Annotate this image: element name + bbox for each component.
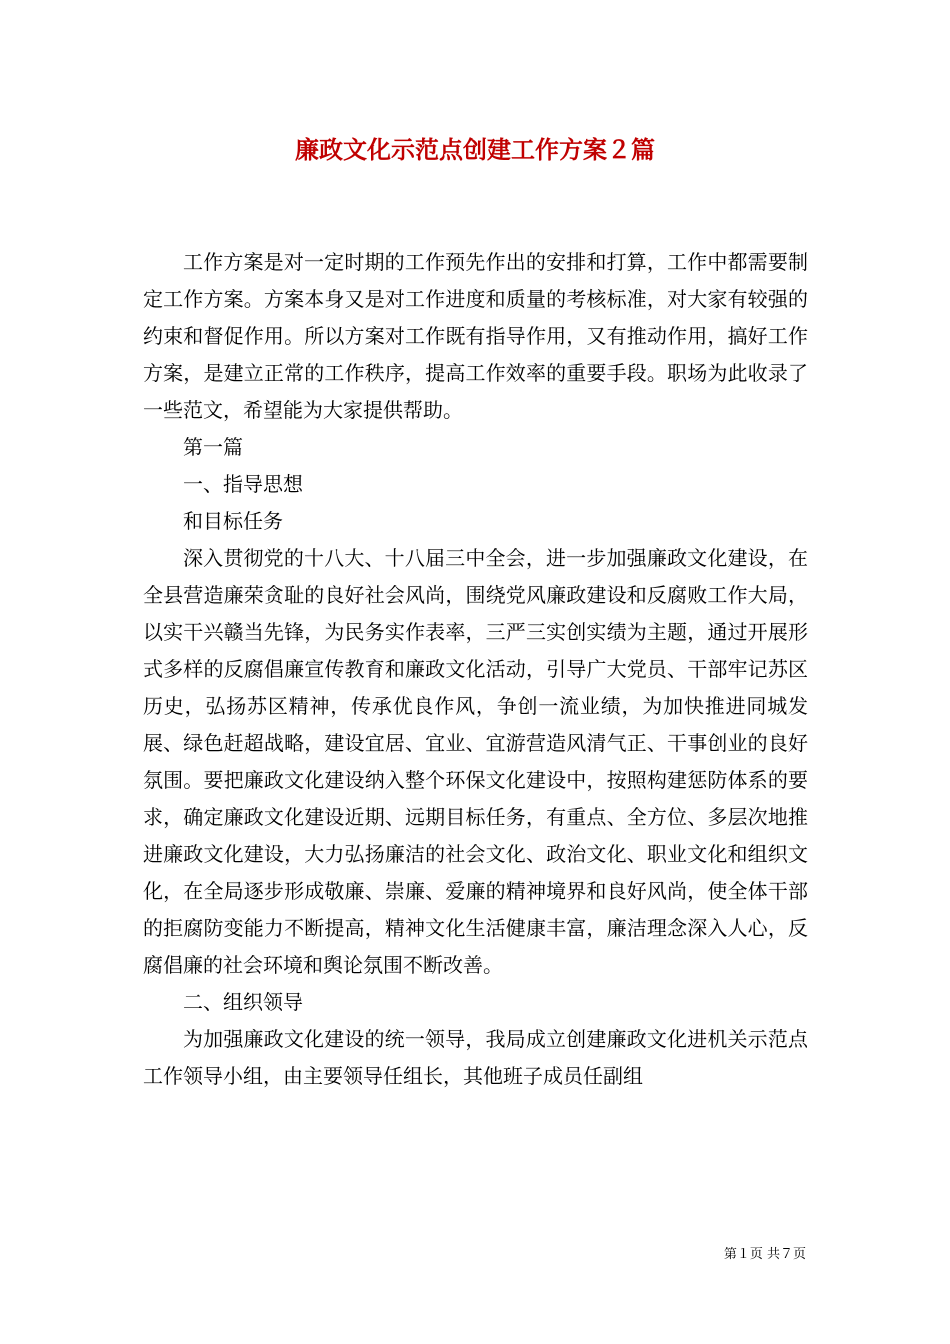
section-heading-goals: 和目标任务: [183, 509, 283, 533]
paragraph-intro: 工作方案是对一定时期的工作预先作出的安排和打算，工作中都需要制定工作方案。方案本身又是对工作进度和质量的考核标准，对大家有较强的约束和督促作用。所以方案对工作既有指导作用，又有推动作用，搞好工作方案，是建立正常的工作秩序，提高工作效率的重要手段。职场为此收录了一些范文，希望能为大家提供帮助。: [143, 250, 808, 422]
paragraph-guiding-ideology: 深入贯彻党的十八大、十八届三中全会，进一步加强廉政文化建设，在全县营造廉荣贪耻的良好社会风尚，围绕党风廉政建设和反腐败工作大局，以实干兴赣当先锋，为民务实作表率，三严三实创实绩为主题，通过开展形式多样的反腐倡廉宣传教育和廉政文化活动，引导广大党员、干部牢记苏区历史，弘扬苏区精神，传承优良作风，争创一流业绩，为加快推进同城发展、绿色赶超战略，建设宜居、宜业、宜游营造风清气正、干事创业的良好氛围。要把廉政文化建设纳入整个环保文化建设中，按照构建惩防体系的要求，确定廉政文化建设近期、远期目标任务，有重点、全方位、多层次地推进廉政文化建设，大力弘扬廉洁的社会文化、政治文化、职业文化和组织文化，在全局逐步形成敬廉、崇廉、爱廉的精神境界和良好风尚，使全体干部的拒腐防变能力不断提高，精神文化生活健康丰富，廉洁理念深入人心，反腐倡廉的社会环境和舆论氛围不断改善。: [143, 546, 808, 977]
page-number-footer: 第１页 共７页: [723, 1247, 806, 1262]
section-heading-organization: 二、组织领导: [183, 990, 303, 1014]
document-title: 廉政文化示范点创建工作方案２篇: [295, 135, 655, 164]
document-body: [143, 244, 808, 1095]
section-heading-guiding-ideology: 一、指导思想: [183, 472, 303, 496]
paragraph-organization: 为加强廉政文化建设的统一领导，我局成立创建廉政文化进机关示范点工作领导小组，由主要领导任组长，其他班子成员任副组: [143, 1027, 808, 1088]
section-heading-part-one: 第一篇: [183, 435, 243, 459]
